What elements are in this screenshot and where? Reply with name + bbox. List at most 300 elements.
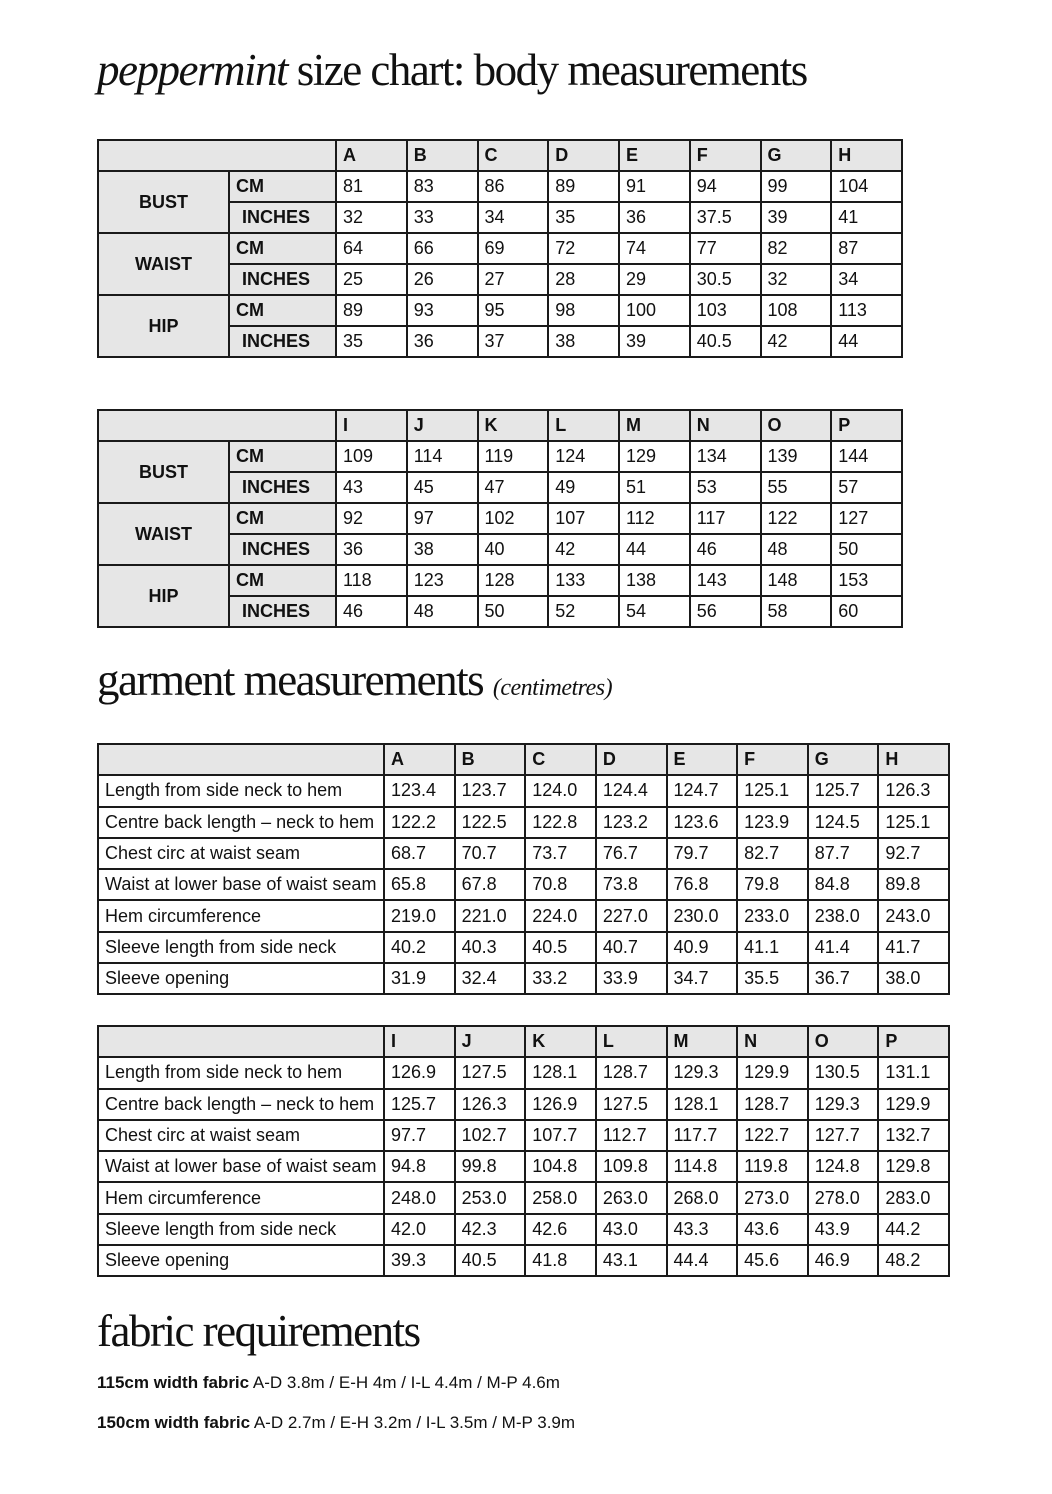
row-label: Chest circ at waist seam [98,838,384,869]
value-cell: 40.9 [667,932,738,963]
row-label: Waist at lower base of waist seam [98,1151,384,1182]
value-cell: 238.0 [808,900,879,931]
unit-label-cm: CM [229,503,336,534]
size-header-cell: C [478,140,549,171]
value-cell: 39 [619,326,690,357]
value-cell: 82 [761,233,832,264]
value-cell: 128 [478,565,549,596]
value-cell: 233.0 [737,900,808,931]
value-cell: 102 [478,503,549,534]
value-cell: 94 [690,171,761,202]
row-label: Hem circumference [98,900,384,931]
value-cell: 92 [336,503,407,534]
value-cell: 25 [336,264,407,295]
value-cell: 53 [690,472,761,503]
value-cell: 41.4 [808,932,879,963]
value-cell: 28 [548,264,619,295]
value-cell: 27 [478,264,549,295]
value-cell: 109 [336,441,407,472]
value-cell: 42 [761,326,832,357]
fabric-amounts: A-D 3.8m / E-H 4m / I-L 4.4m / M-P 4.6m [249,1373,560,1392]
value-cell: 94.8 [384,1151,455,1182]
value-cell: 40.5 [525,932,596,963]
unit-label-inches: INCHES [229,202,336,233]
value-cell: 93 [407,295,478,326]
row-label: Sleeve opening [98,1245,384,1276]
value-cell: 89.8 [878,869,949,900]
header-row [98,1026,949,1057]
value-cell: 227.0 [596,900,667,931]
header-blank-cell [98,744,384,775]
size-header-cell: P [831,410,902,441]
value-cell: 125.7 [384,1089,455,1120]
value-cell: 36 [336,534,407,565]
value-cell: 76.7 [596,838,667,869]
table-row [98,1089,949,1120]
row-label: Sleeve length from side neck [98,1214,384,1245]
size-header-cell: F [737,744,808,775]
value-cell: 44 [831,326,902,357]
value-cell: 40 [478,534,549,565]
value-cell: 46 [690,534,761,565]
value-cell: 127.7 [808,1120,879,1151]
value-cell: 34 [478,202,549,233]
value-cell: 143 [690,565,761,596]
value-cell: 129 [619,441,690,472]
body-measurements-table-i-p [97,409,903,628]
table-row [98,869,949,900]
value-cell: 84.8 [808,869,879,900]
value-cell: 248.0 [384,1182,455,1213]
size-header-cell: J [455,1026,526,1057]
value-cell: 134 [690,441,761,472]
value-cell: 70.8 [525,869,596,900]
value-cell: 268.0 [667,1182,738,1213]
value-cell: 129.8 [878,1151,949,1182]
value-cell: 26 [407,264,478,295]
size-header-cell: F [690,140,761,171]
table-row [98,1120,949,1151]
value-cell: 43.1 [596,1245,667,1276]
table-row [98,1245,949,1276]
row-label: Sleeve opening [98,963,384,994]
value-cell: 125.1 [878,807,949,838]
value-cell: 99.8 [455,1151,526,1182]
value-cell: 131.1 [878,1057,949,1088]
value-cell: 83 [407,171,478,202]
value-cell: 107 [548,503,619,534]
value-cell: 35 [336,326,407,357]
value-cell: 129.3 [808,1089,879,1120]
table-row [98,503,902,534]
value-cell: 32 [761,264,832,295]
value-cell: 67.8 [455,869,526,900]
value-cell: 283.0 [878,1182,949,1213]
value-cell: 112.7 [596,1120,667,1151]
value-cell: 126.9 [525,1089,596,1120]
row-label: Waist at lower base of waist seam [98,869,384,900]
value-cell: 52 [548,596,619,627]
value-cell: 122.5 [455,807,526,838]
measurement-group-label: HIP [98,565,229,627]
size-header-cell: D [548,140,619,171]
row-label: Centre back length – neck to hem [98,807,384,838]
value-cell: 39.3 [384,1245,455,1276]
value-cell: 40.5 [690,326,761,357]
value-cell: 33 [407,202,478,233]
value-cell: 130.5 [808,1057,879,1088]
value-cell: 57 [831,472,902,503]
garment-measurements-table-a-h [97,743,950,995]
measurement-group-label: HIP [98,295,229,357]
fabric-width-label: 150cm width fabric [97,1413,251,1432]
size-header-cell: O [761,410,832,441]
value-cell: 112 [619,503,690,534]
value-cell: 41 [831,202,902,233]
value-cell: 42.6 [525,1214,596,1245]
size-header-cell: D [596,744,667,775]
value-cell: 113 [831,295,902,326]
size-header-cell: I [336,410,407,441]
value-cell: 132.7 [878,1120,949,1151]
value-cell: 43.0 [596,1214,667,1245]
value-cell: 124.5 [808,807,879,838]
table-row [98,233,902,264]
measurement-group-label: WAIST [98,503,229,565]
value-cell: 33.2 [525,963,596,994]
value-cell: 139 [761,441,832,472]
value-cell: 123.9 [737,807,808,838]
value-cell: 125.1 [737,775,808,806]
table-row [98,441,902,472]
value-cell: 73.8 [596,869,667,900]
measurement-group-label: BUST [98,171,229,233]
table-row [98,1214,949,1245]
size-header-cell: K [478,410,549,441]
value-cell: 34 [831,264,902,295]
value-cell: 38 [407,534,478,565]
table-row [98,838,949,869]
value-cell: 133 [548,565,619,596]
size-header-cell: O [808,1026,879,1057]
value-cell: 42 [548,534,619,565]
fabric-requirement-150 [97,1413,575,1433]
value-cell: 65.8 [384,869,455,900]
value-cell: 124.8 [808,1151,879,1182]
page-title [97,44,807,96]
size-header-cell: P [878,1026,949,1057]
value-cell: 40.3 [455,932,526,963]
size-header-cell: K [525,1026,596,1057]
value-cell: 104.8 [525,1151,596,1182]
value-cell: 37.5 [690,202,761,233]
size-header-cell: E [667,744,738,775]
value-cell: 47 [478,472,549,503]
measurement-group-label: BUST [98,441,229,503]
header-row [98,744,949,775]
value-cell: 98 [548,295,619,326]
row-label: Sleeve length from side neck [98,932,384,963]
garment-title: garment measurements [97,655,484,705]
value-cell: 36 [619,202,690,233]
value-cell: 29 [619,264,690,295]
value-cell: 127 [831,503,902,534]
table-row [98,1151,949,1182]
value-cell: 278.0 [808,1182,879,1213]
value-cell: 224.0 [525,900,596,931]
header-blank-cell [98,410,336,441]
size-header-cell: M [667,1026,738,1057]
value-cell: 44.4 [667,1245,738,1276]
value-cell: 30.5 [690,264,761,295]
row-label: Length from side neck to hem [98,775,384,806]
size-header-cell: C [525,744,596,775]
value-cell: 273.0 [737,1182,808,1213]
value-cell: 73.7 [525,838,596,869]
value-cell: 89 [336,295,407,326]
value-cell: 124.0 [525,775,596,806]
value-cell: 66 [407,233,478,264]
value-cell: 48 [761,534,832,565]
size-header-cell: H [831,140,902,171]
value-cell: 144 [831,441,902,472]
value-cell: 43.3 [667,1214,738,1245]
value-cell: 40.5 [455,1245,526,1276]
value-cell: 148 [761,565,832,596]
brand-name: peppermint [97,45,287,95]
value-cell: 32 [336,202,407,233]
garment-unit-note: (centimetres) [492,675,613,701]
value-cell: 126.9 [384,1057,455,1088]
size-header-cell: I [384,1026,455,1057]
unit-label-inches: INCHES [229,472,336,503]
value-cell: 32.4 [455,963,526,994]
size-header-cell: N [690,410,761,441]
value-cell: 40.2 [384,932,455,963]
value-cell: 72 [548,233,619,264]
value-cell: 46 [336,596,407,627]
value-cell: 123.2 [596,807,667,838]
value-cell: 50 [831,534,902,565]
value-cell: 107.7 [525,1120,596,1151]
value-cell: 43.9 [808,1214,879,1245]
value-cell: 253.0 [455,1182,526,1213]
value-cell: 128.1 [667,1089,738,1120]
value-cell: 70.7 [455,838,526,869]
table-row [98,565,902,596]
value-cell: 42.3 [455,1214,526,1245]
value-cell: 89 [548,171,619,202]
value-cell: 263.0 [596,1182,667,1213]
value-cell: 119 [478,441,549,472]
value-cell: 122.2 [384,807,455,838]
value-cell: 74 [619,233,690,264]
value-cell: 127.5 [596,1089,667,1120]
value-cell: 123 [407,565,478,596]
page-title-rest: size chart: body measurements [286,45,807,95]
table-row [98,900,949,931]
value-cell: 54 [619,596,690,627]
table-row [98,932,949,963]
body-measurements-table-a-h [97,139,903,358]
value-cell: 64 [336,233,407,264]
measurement-group-label: WAIST [98,233,229,295]
unit-label-cm: CM [229,565,336,596]
value-cell: 34.7 [667,963,738,994]
value-cell: 46.9 [808,1245,879,1276]
value-cell: 108 [761,295,832,326]
value-cell: 43.6 [737,1214,808,1245]
value-cell: 102.7 [455,1120,526,1151]
table-row [98,775,949,806]
size-header-cell: E [619,140,690,171]
value-cell: 124 [548,441,619,472]
value-cell: 97.7 [384,1120,455,1151]
value-cell: 35.5 [737,963,808,994]
value-cell: 97 [407,503,478,534]
value-cell: 129.9 [878,1089,949,1120]
size-header-cell: N [737,1026,808,1057]
size-header-cell: J [407,410,478,441]
value-cell: 49 [548,472,619,503]
value-cell: 77 [690,233,761,264]
value-cell: 37 [478,326,549,357]
value-cell: 60 [831,596,902,627]
value-cell: 123.7 [455,775,526,806]
value-cell: 87.7 [808,838,879,869]
value-cell: 45 [407,472,478,503]
header-row [98,140,902,171]
value-cell: 117.7 [667,1120,738,1151]
value-cell: 153 [831,565,902,596]
size-header-cell: G [808,744,879,775]
value-cell: 103 [690,295,761,326]
value-cell: 45.6 [737,1245,808,1276]
table-row [98,171,902,202]
value-cell: 76.8 [667,869,738,900]
value-cell: 42.0 [384,1214,455,1245]
value-cell: 51 [619,472,690,503]
value-cell: 128.7 [737,1089,808,1120]
value-cell: 39 [761,202,832,233]
value-cell: 82.7 [737,838,808,869]
size-header-cell: B [407,140,478,171]
value-cell: 129.3 [667,1057,738,1088]
value-cell: 38.0 [878,963,949,994]
value-cell: 91 [619,171,690,202]
value-cell: 55 [761,472,832,503]
value-cell: 230.0 [667,900,738,931]
value-cell: 99 [761,171,832,202]
value-cell: 221.0 [455,900,526,931]
value-cell: 219.0 [384,900,455,931]
value-cell: 43 [336,472,407,503]
value-cell: 50 [478,596,549,627]
size-header-cell: L [548,410,619,441]
value-cell: 122 [761,503,832,534]
value-cell: 38 [548,326,619,357]
value-cell: 35 [548,202,619,233]
value-cell: 68.7 [384,838,455,869]
value-cell: 31.9 [384,963,455,994]
size-header-cell: M [619,410,690,441]
value-cell: 126.3 [455,1089,526,1120]
unit-label-inches: INCHES [229,264,336,295]
value-cell: 86 [478,171,549,202]
value-cell: 48 [407,596,478,627]
size-header-cell: B [455,744,526,775]
value-cell: 81 [336,171,407,202]
unit-label-inches: INCHES [229,596,336,627]
value-cell: 36 [407,326,478,357]
value-cell: 87 [831,233,902,264]
value-cell: 79.8 [737,869,808,900]
size-header-cell: A [384,744,455,775]
row-label: Hem circumference [98,1182,384,1213]
value-cell: 118 [336,565,407,596]
value-cell: 48.2 [878,1245,949,1276]
size-header-cell: G [761,140,832,171]
fabric-section-title: fabric requirements [97,1306,420,1356]
value-cell: 125.7 [808,775,879,806]
value-cell: 109.8 [596,1151,667,1182]
garment-measurements-table-i-p [97,1025,950,1277]
value-cell: 41.1 [737,932,808,963]
value-cell: 44.2 [878,1214,949,1245]
value-cell: 126.3 [878,775,949,806]
size-header-cell: A [336,140,407,171]
table-row [98,1182,949,1213]
fabric-requirement-115 [97,1373,560,1393]
value-cell: 56 [690,596,761,627]
value-cell: 123.6 [667,807,738,838]
value-cell: 114 [407,441,478,472]
table-row [98,807,949,838]
value-cell: 41.7 [878,932,949,963]
unit-label-cm: CM [229,295,336,326]
value-cell: 33.9 [596,963,667,994]
value-cell: 92.7 [878,838,949,869]
value-cell: 44 [619,534,690,565]
value-cell: 123.4 [384,775,455,806]
value-cell: 124.7 [667,775,738,806]
value-cell: 122.7 [737,1120,808,1151]
table-row [98,963,949,994]
value-cell: 36.7 [808,963,879,994]
value-cell: 258.0 [525,1182,596,1213]
value-cell: 104 [831,171,902,202]
header-blank-cell [98,1026,384,1057]
value-cell: 127.5 [455,1057,526,1088]
value-cell: 69 [478,233,549,264]
value-cell: 79.7 [667,838,738,869]
header-blank-cell [98,140,336,171]
size-header-cell: H [878,744,949,775]
garment-section-title [97,654,612,706]
value-cell: 40.7 [596,932,667,963]
value-cell: 128.7 [596,1057,667,1088]
size-header-cell: L [596,1026,667,1057]
value-cell: 119.8 [737,1151,808,1182]
value-cell: 128.1 [525,1057,596,1088]
header-row [98,410,902,441]
unit-label-cm: CM [229,233,336,264]
fabric-amounts: A-D 2.7m / E-H 3.2m / I-L 3.5m / M-P 3.9m [250,1413,576,1432]
value-cell: 41.8 [525,1245,596,1276]
row-label: Centre back length – neck to hem [98,1089,384,1120]
unit-label-cm: CM [229,171,336,202]
value-cell: 95 [478,295,549,326]
